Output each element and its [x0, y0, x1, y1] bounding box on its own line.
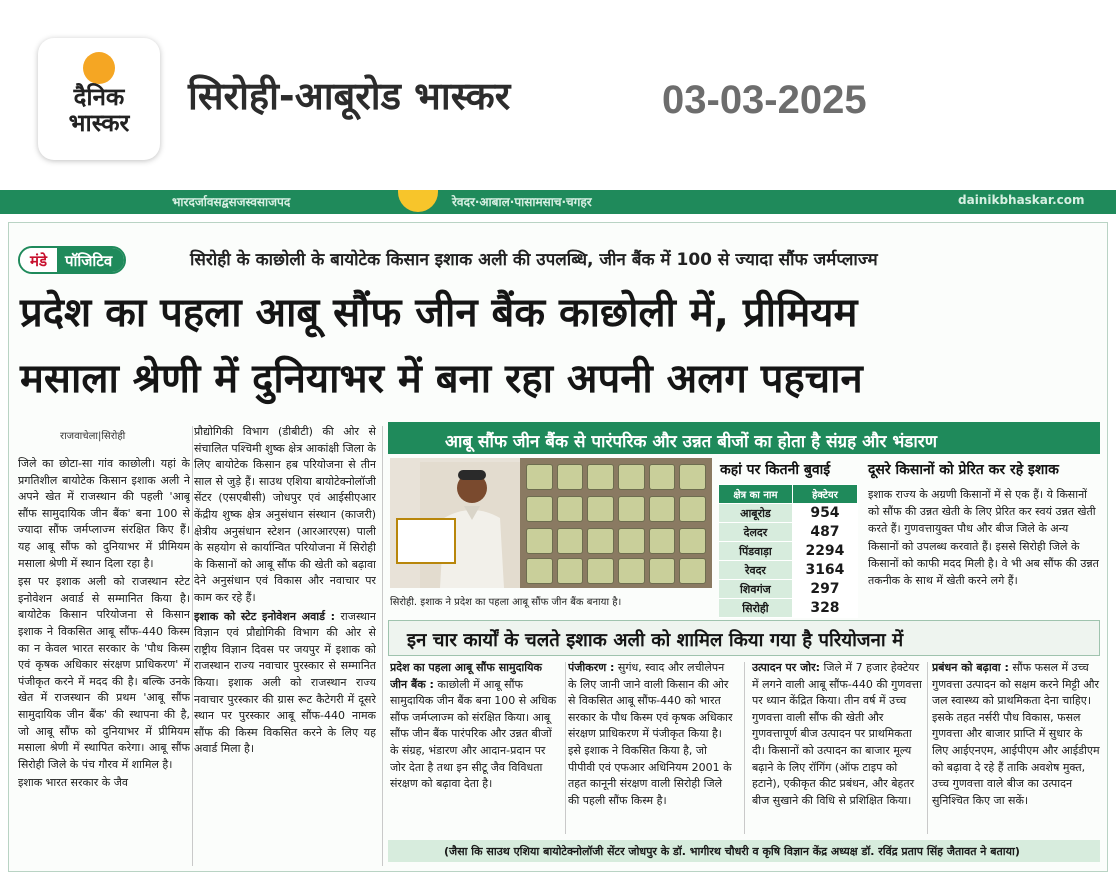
photo-caption: सिरोही. इशाक ने प्रदेश का पहला आबू सौंफ जीन बैंक बनाया है। — [390, 597, 622, 608]
sowing-table-title: कहां पर कितनी बुवाई — [720, 462, 831, 478]
four-works-banner: इन चार कार्यों के चलते इशाक अली को शामिल किया गया है परियोजना में — [388, 620, 1100, 656]
table-row — [719, 542, 858, 561]
section-tag — [18, 246, 126, 274]
strip-right: dainikbhaskar.com — [958, 193, 1085, 207]
work-title: उत्पादन पर जोर: — [752, 661, 821, 674]
sun-icon — [83, 52, 115, 84]
section-tag-label: पॉजिटिव — [57, 248, 124, 272]
paragraph: जिले का छोटा-सा गांव काछोली। यहां के प्रगतिशील बायोटेक किसान इशाक अली ने अपने खेत में राजस्थान की पहली 'आबू सौंफ सामुदायिक जीन बैंक' बना 100 से ज्यादा सौंफ जर्मप्लाज्म संरक्षित किए हैं। यह आबू सौंफ को दुनियाभर में प्रीमियम मसाला श्रेणी में स्थान दिला रहा है। — [18, 457, 190, 570]
table-row — [719, 561, 858, 580]
source-credit: (जैसा कि साउथ एशिया बायोटेक्नोलॉजी सेंटर जोधपुर के डॉ. भागीरथ चौधरी व कृषि विज्ञान केंद्र अध्यक्ष डॉ. रविंद्र प्रताप सिंह जैतावत ने बताया) — [388, 840, 1100, 862]
table-cell: रेवदर — [719, 561, 793, 580]
logo-text-2: भास्कर — [68, 109, 130, 137]
inspire-text: इशाक राज्य के अग्रणी किसानों में से एक हैं। ये किसानों को सौंफ की उन्नत खेती के लिए प्रेरित कर स्वयं उन्नत खेती करते हैं। गुणवत्तायुक्त पौध और बीज जिले के अन्य किसानों को उपलब्ध करवाते हैं। इससे सिरोही जिले के किसानों को काफी मदद मिली है। वे भी अब सौंफ की उन्नत तकनीक के साथ में खेती करने लगे हैं। — [868, 488, 1099, 588]
work-column-2 — [568, 660, 736, 836]
work-title: प्रदेश का पहला आबू सौंफ सामुदायिक जीन बैंक : — [390, 661, 542, 691]
column-header: क्षेत्र का नाम — [719, 485, 793, 504]
headline-line-2: मसाला श्रेणी में दुनियाभर में बना रहा अपनी अलग पहचान — [20, 356, 863, 402]
strip-left: भारदर्जावसद्वसजस्वसाजपद — [172, 195, 291, 209]
column-divider — [382, 426, 383, 866]
table-cell: शिवगंज — [719, 580, 793, 599]
edition-title: सिरोही-आबूरोड भास्कर — [188, 74, 511, 118]
work-text: जिले में 7 हजार हेक्टेयर में लगने वाली आबू सौंफ-440 की गुणवत्ता पर ध्यान केंद्रित किया। तीन वर्ष में उच्च गुणवत्ता वाली सौंफ की खेती और गुणवत्तापूर्ण बीज उत्पादन पर प्राथमिकता दी। किसानों को उत्पादन का बाजार मूल्य बढ़ाने के लिए रॉगिंग (ऑफ टाइप को हटाने), एकीकृत कीट प्रबंधन, और बेहतर बीज सुखाने की विधि से प्रशिक्षित किया। — [752, 661, 922, 807]
headline-line-1: प्रदेश का पहला आबू सौंफ जीन बैंक काछोली में, प्रीमियम — [20, 290, 858, 336]
table-row — [719, 523, 858, 542]
column-divider — [927, 662, 928, 834]
strip-sun-icon — [398, 190, 438, 212]
work-text: सुगंध, स्वाद और लचीलेपन के लिए जानी जाने वाली किसान की ओर से विकसित आबू सौंफ-440 को भारत सरकार के पौध किस्म एवं कृषक अधिकार संरक्षण प्राधिकरण में पंजीकृत किया है। इसे इशाक ने विकसित किया है, जो पीपीवी एवं एफआर अधिनियम 2001 के तहत कानूनी संरक्षण वाली सिरोही जिले की पहली सौंफ किस्म है। — [568, 661, 733, 807]
table-header-row — [719, 485, 858, 504]
seed-shelf — [520, 458, 712, 588]
table-row — [719, 504, 858, 523]
work-title: पंजीकरण : — [568, 661, 615, 674]
logo-text-1: दैनिक — [73, 83, 125, 111]
logo — [38, 38, 160, 160]
inspire-title: दूसरे किसानों को प्रेरित कर रहे इशाक — [868, 462, 1059, 478]
work-title: प्रबंधन को बढ़ावा : — [932, 661, 1009, 674]
paragraph: इस पर इशाक अली को राजस्थान स्टेट इनोवेशन अवार्ड से सम्मानित किया है। बायोटेक किसान परियोजना से किसान इशाक ने विकसित आबू सौंफ-440 किस्म का न केवल भारत सरकार के 'पौध किस्म एवं कृषक अधिकार संरक्षण प्राधिकरण' में पंजीकृत करने में मदद की है। बल्कि उनके खेत में राजस्थान की प्रथम 'आबू सौंफ सामुदायिक जीन बैंक' की स्थापना की है, जो आबू सौंफ को दुनियाभर में प्रीमियम मसाला श्रेणी में स्थापित करेगा। आबू सौंफ सिरोही जिले के पंच गौरव में शामिल है। — [18, 575, 190, 771]
work-column-3 — [752, 660, 924, 836]
jar-row — [526, 528, 706, 554]
paragraph: इशाक भारत सरकार के जैव — [18, 776, 128, 790]
table-row — [719, 580, 858, 599]
jar-row — [526, 464, 706, 490]
body-column-1 — [18, 456, 190, 868]
table-cell: सिरोही — [719, 599, 793, 618]
column-divider — [565, 662, 566, 834]
paragraph: राजस्थान विज्ञान एवं प्रौद्योगिकी विभाग की ओर से राष्ट्रीय विज्ञान दिवस पर जयपुर में इशाक को राजस्थान राज्य नवाचार पुरस्कार से सम्मानित किया। इशाक अली को राजस्थान राज्य नवाचार पुरस्कार की ग्रास रूट कैटेगरी में दूसरे स्थान पर पुरस्कार आबू सौंफ-440 नामक सौंफ की किस्म विकसित करने के लिए यह अवार्ड मिला है। — [194, 609, 376, 756]
table-cell: 954 — [792, 504, 857, 523]
table-cell: 328 — [792, 599, 857, 618]
column-divider — [192, 426, 193, 866]
body-column-2 — [194, 424, 376, 866]
table-cell: 2294 — [792, 542, 857, 561]
sowing-table — [718, 484, 858, 618]
certificate-icon — [396, 518, 456, 564]
jar-row — [526, 558, 706, 584]
table-cell: 487 — [792, 523, 857, 542]
table-cell: पिंडवाड़ा — [719, 542, 793, 561]
paragraph: प्रौद्योगिकी विभाग (डीबीटी) की ओर से संचालित पश्चिमी शुष्क क्षेत्र आकांक्षी जिला के लिए बायोटेक किसान हब परियोजना से तीन साल से जुड़े हैं। साउथ एशिया बायोटेक्नोलॉजी सेंटर (एसएबीसी) जोधपुर एवं आईसीएआर केंद्रीय शुष्क क्षेत्र अनुसंधान संस्थान (काजरी) क्षेत्रीय अनुसंधान स्टेशन (आरआरएस) पाली के सहयोग से कार्यान्वित परियोजना में सिरोही के किसानों को आबू सौंफ की खेती को बढ़ावा देने अनुसंधान एवं विकास और नवाचार पर काम कर रहे हैं। — [194, 425, 376, 604]
work-column-4 — [932, 660, 1100, 836]
gene-bank-banner: आबू सौंफ जीन बैंक से पारंपरिक और उन्नत बीजों का होता है संग्रह और भंडारण — [388, 422, 1100, 454]
farmer-photo — [390, 458, 712, 588]
kicker: सिरोही के काछोली के बायोटेक किसान इशाक अली की उपलब्धि, जीन बैंक में 100 से ज्यादा सौंफ जर्मप्लाज्म — [190, 250, 878, 270]
byline: राजवाचेला|सिरोही — [60, 431, 126, 442]
work-column-1 — [390, 660, 562, 836]
column-header: हेक्टेयर — [792, 485, 857, 504]
subhead: इशाक को स्टेट इनोवेशन अवार्ड : — [194, 609, 336, 623]
table-cell: आबूरोड — [719, 504, 793, 523]
table-cell: 3164 — [792, 561, 857, 580]
page-strip — [0, 190, 1116, 214]
jar-row — [526, 496, 706, 522]
table-row — [719, 599, 858, 618]
table-cell: 297 — [792, 580, 857, 599]
table-cell: देलदर — [719, 523, 793, 542]
edition-date: 03-03-2025 — [662, 78, 867, 122]
work-text: सौंफ फसल में उच्च गुणवत्ता उत्पादन को सक्षम करने मिट्टी और जल स्वास्थ्य को प्राथमिकता देना चाहिए। इसके तहत नर्सरी पौध विकास, फसल गुणवत्ता और बाजार प्राप्ति में सुधार के लिए आईएनएम, आईपीएम और आईडीएम को बढ़ावा दे रहे हैं ताकि अवशेष मुक्त, उच्च गुणवत्ता वाले बीज का उत्पादन सुनिश्चित किए जा सकें। — [932, 661, 1100, 807]
section-tag-day: मंडे — [20, 248, 57, 272]
work-text: काछोली में आबू सौंफ सामुदायिक जीन बैंक बना 100 से अधिक सौंफ जर्मप्लाज्म को संरक्षित किया। आबू सौंफ जीन बैंक पारंपरिक और उन्नत बीजों के संग्रह, भंडारण और आदान-प्रदान पर जोर देता है तथा इन सीटू जैव विविधता संरक्षण को बढ़ावा देता है। — [390, 677, 557, 791]
strip-middle: रेवदर·आबाल·पासामसाच·चगहर — [452, 195, 592, 209]
column-divider — [744, 662, 745, 834]
